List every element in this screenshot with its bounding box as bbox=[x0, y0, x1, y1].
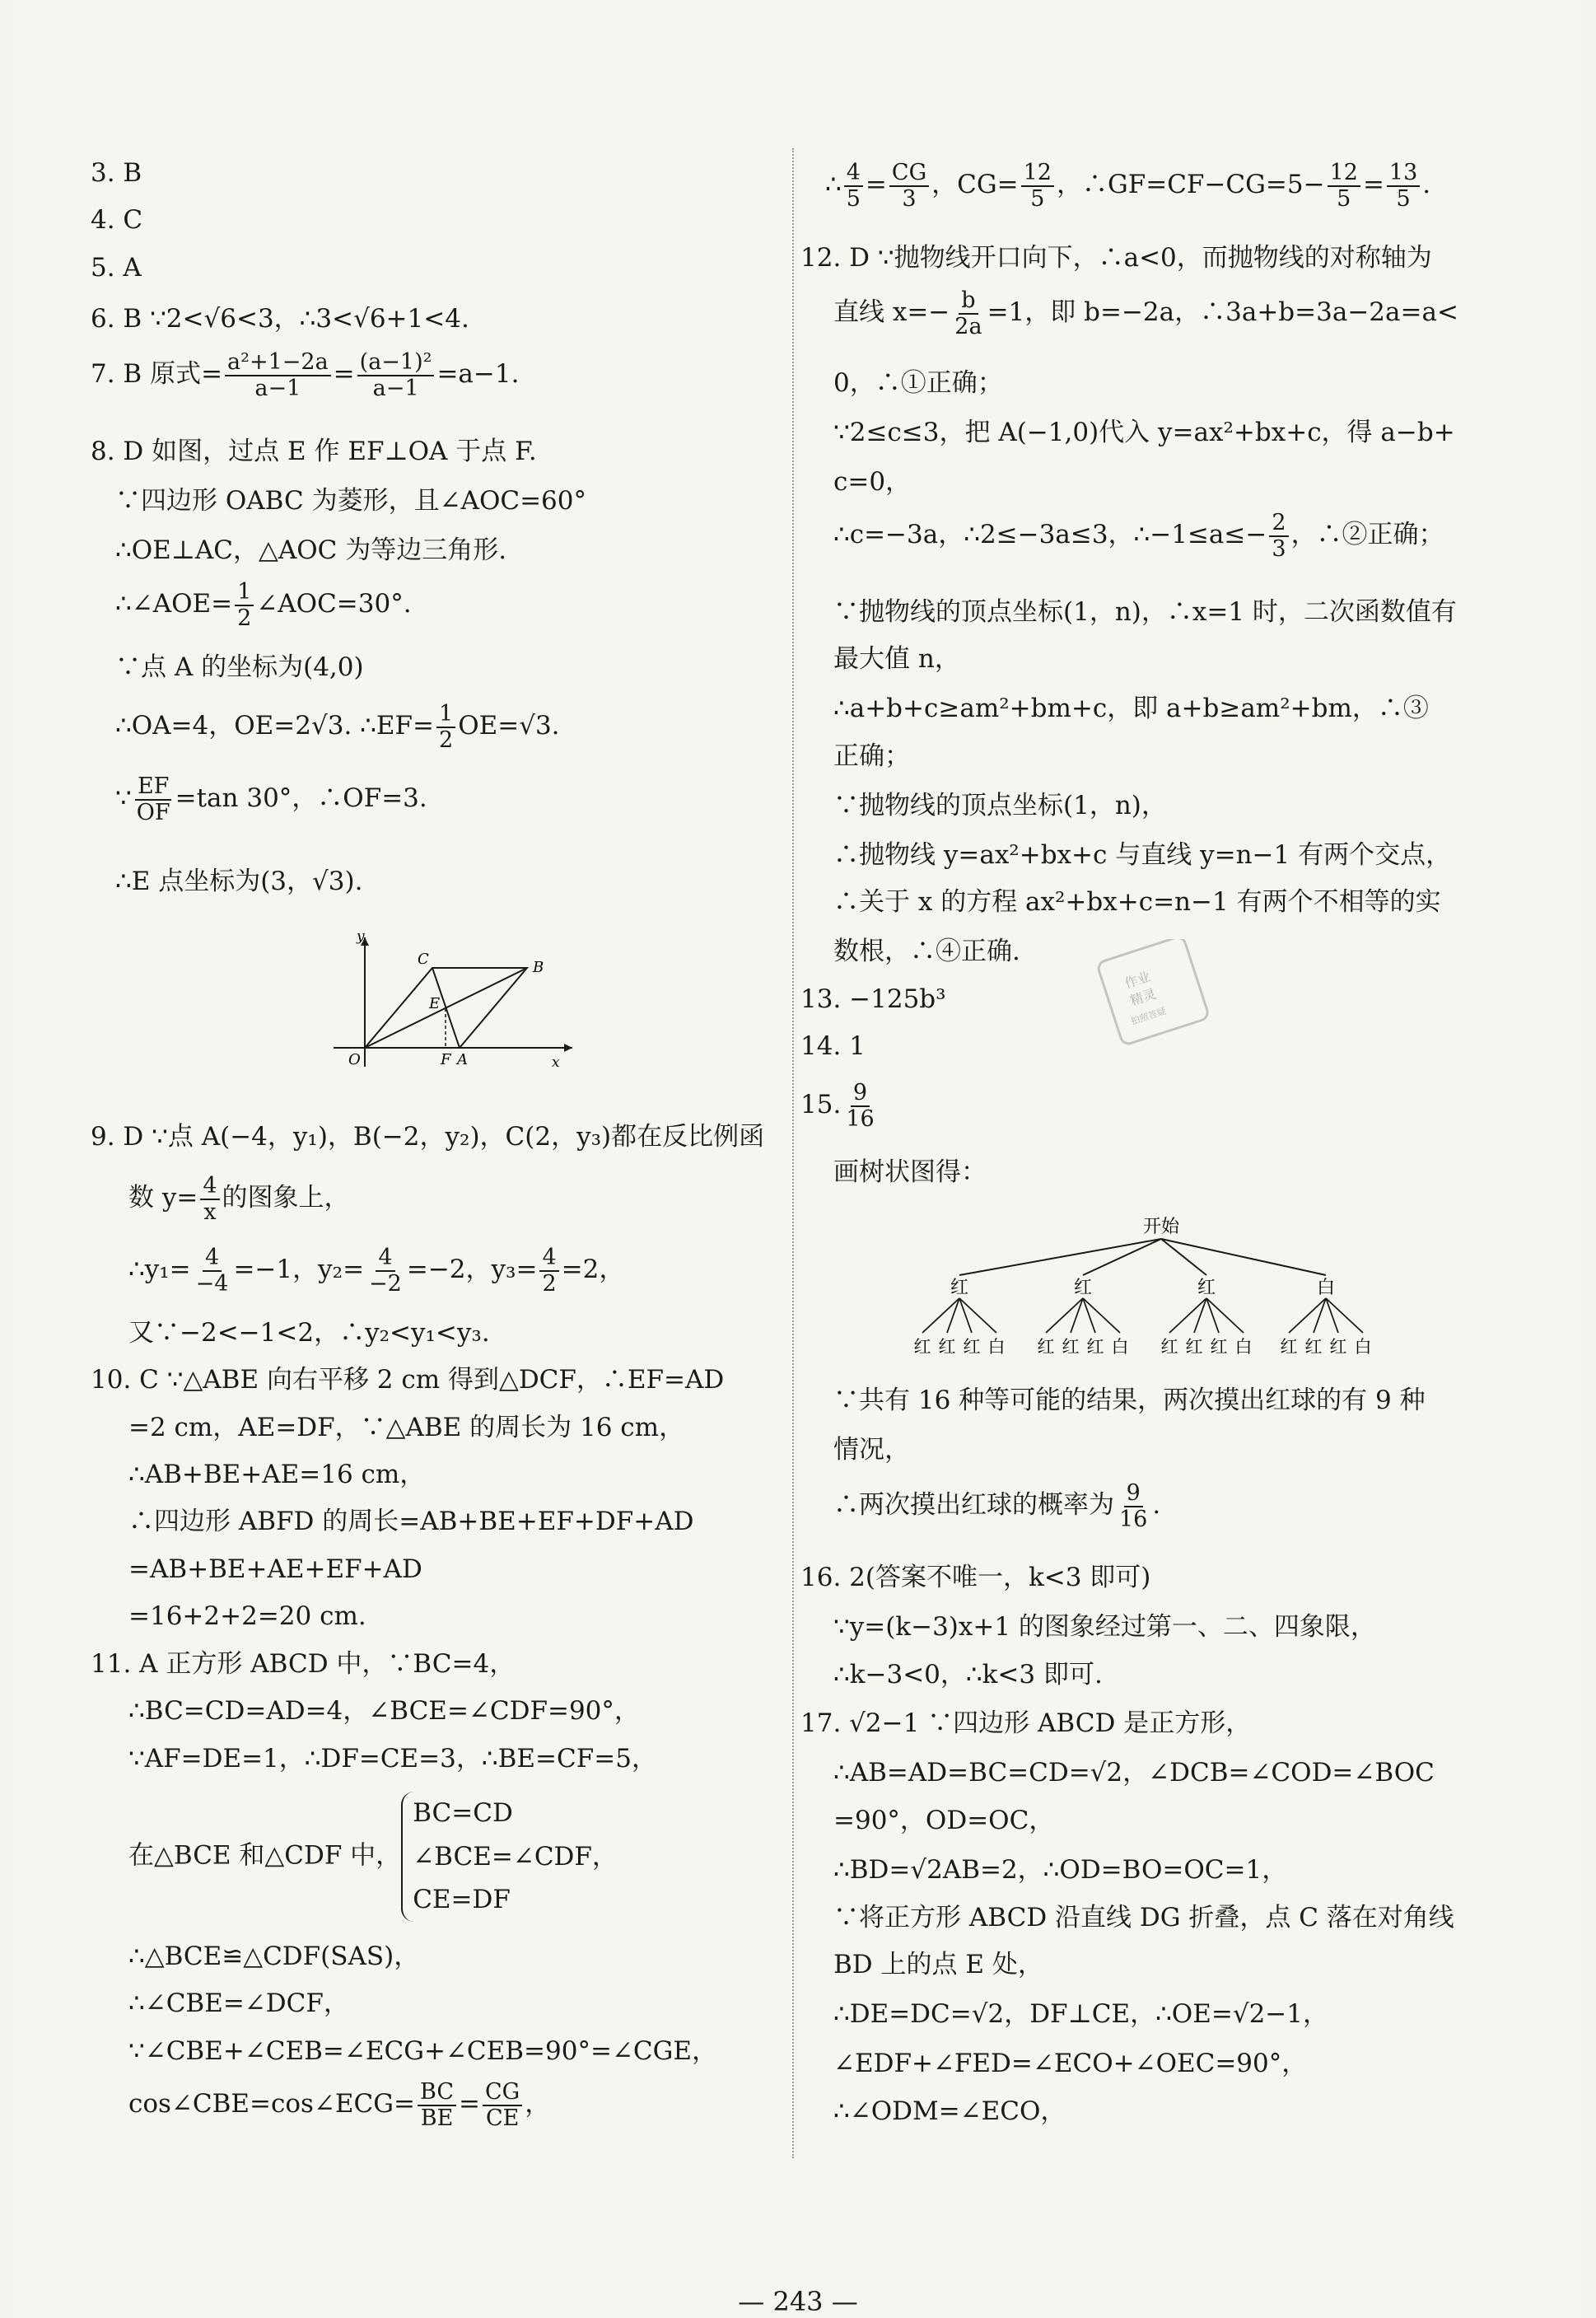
tree-root-label: 开始 bbox=[1142, 1217, 1180, 1237]
fraction bbox=[225, 350, 331, 400]
answer-8: 8. D 如图，过点 E 作 EF⊥OA 于点 F. bbox=[91, 437, 537, 466]
text-segment: =2， bbox=[561, 1255, 625, 1285]
fraction bbox=[1328, 161, 1360, 211]
denominator: OF bbox=[136, 799, 170, 825]
text-line bbox=[128, 1245, 624, 1296]
answer-11: 11. A 正方形 ABCD 中，∵BC=4， bbox=[91, 1649, 516, 1679]
label-y: y bbox=[357, 928, 365, 945]
watermark-stamp bbox=[1083, 939, 1223, 1046]
answer-7-tail: =a−1. bbox=[436, 359, 520, 390]
text-segment: 直线 x=− bbox=[833, 297, 950, 328]
tree-leaf: 白 bbox=[1111, 1337, 1129, 1357]
tree-leaf: 红 bbox=[963, 1337, 981, 1357]
stamp-text-2: 精灵 bbox=[1127, 985, 1159, 1009]
text-line: ∵y=(k−3)x+1 的图象经过第一、二、四象限， bbox=[833, 1612, 1376, 1642]
text-line: ∴抛物线 y=ax²+bx+c 与直线 y=n−1 有两个交点， bbox=[833, 840, 1452, 870]
text-line: 数根，∴④正确. bbox=[833, 937, 1020, 966]
numerator: 4 bbox=[844, 161, 863, 187]
numerator: 9 bbox=[1124, 1481, 1143, 1507]
answer-10: 10. C ∵△ABE 向右平移 2 cm 得到△DCF，∴EF=AD bbox=[91, 1365, 725, 1395]
text-line: ∴∠CBE=∠DCF， bbox=[128, 1989, 349, 2018]
numerator: b bbox=[959, 288, 978, 315]
tree-leaf: 红 bbox=[1329, 1337, 1347, 1357]
equation-system bbox=[401, 1792, 618, 1922]
numerator: 2 bbox=[1269, 511, 1288, 537]
label-a: A bbox=[457, 1051, 468, 1068]
tree-leaf: 红 bbox=[1210, 1337, 1228, 1357]
stamp-text-3: 拍照答疑 bbox=[1129, 1005, 1168, 1027]
denominator: 2 bbox=[237, 605, 252, 631]
denominator: 5 bbox=[1030, 185, 1045, 212]
numerator: (a−1)² bbox=[357, 350, 435, 376]
system-line: CE=DF bbox=[413, 1885, 511, 1915]
text-segment: =−2，y₃= bbox=[406, 1255, 538, 1285]
text-line: 画树状图得： bbox=[833, 1157, 987, 1187]
text-line: c=0， bbox=[833, 467, 912, 497]
fraction bbox=[1269, 511, 1288, 561]
answer-13: 13. −125b³ bbox=[800, 984, 946, 1014]
fraction bbox=[366, 1245, 404, 1296]
numerator: 12 bbox=[1021, 161, 1054, 187]
answer-9: 9. D ∵点 A(−4，y₁)，B(−2，y₂)，C(2，y₃)都在反比例函 bbox=[91, 1122, 765, 1152]
text-segment: =−1，y₂= bbox=[233, 1255, 365, 1285]
numerator: 4 bbox=[200, 1174, 219, 1200]
text-line bbox=[128, 1792, 618, 1922]
text-line: BD 上的点 E 处， bbox=[833, 1950, 1043, 1979]
tree-leaf: 红 bbox=[1086, 1337, 1104, 1357]
text-line: ∴AB+BE+AE=16 cm， bbox=[128, 1460, 426, 1489]
text-line: ∴△BCE≌△CDF(SAS)， bbox=[128, 1942, 420, 1971]
answer-12: 12. D ∵抛物线开口向下，∴a<0，而抛物线的对称轴为 bbox=[800, 243, 1432, 273]
text-segment: cos∠CBE=cos∠ECG= bbox=[128, 2089, 416, 2119]
text-line bbox=[833, 511, 1444, 561]
fraction bbox=[1021, 161, 1054, 211]
text-segment: =1，即 b=−2a，∴3a+b=3a−2a=a< bbox=[987, 297, 1458, 328]
tree-leaf: 白 bbox=[1234, 1337, 1253, 1357]
fraction bbox=[235, 580, 254, 630]
tree-branch-level1 bbox=[1083, 1239, 1161, 1275]
text-segment: ，CG= bbox=[931, 170, 1019, 200]
text-line bbox=[115, 580, 412, 630]
numerator: 1 bbox=[436, 702, 455, 728]
text-segment: ，∴②正确； bbox=[1290, 520, 1444, 550]
text-line bbox=[128, 1174, 350, 1224]
text-segment: OE=√3. bbox=[458, 711, 560, 741]
text-line: ∵将正方形 ABCD 沿直线 DG 折叠，点 C 落在对角线 bbox=[833, 1903, 1454, 1932]
text-line: =16+2+2=20 cm. bbox=[128, 1601, 366, 1631]
answer-3: 3. B bbox=[91, 158, 142, 188]
label-x: x bbox=[552, 1054, 560, 1071]
text-line: ∵2≤c≤3，把 A(−1,0)代入 y=ax²+bx+c，得 a−b+ bbox=[833, 418, 1455, 447]
text-line: ∴ $\frac{4}{5}$ = $\frac{CG}{3}$ ，CG= $\frac{12}{5}$ ，∴GF=CF−CG=5− $\frac{12}{5}$ = $\frac{13}{5}$ . bbox=[825, 160, 1431, 212]
denominator: a−1 bbox=[254, 375, 301, 401]
text-segment: ∴y₁= bbox=[128, 1255, 191, 1285]
answer-5: 5. A bbox=[91, 253, 142, 283]
because-symbol: ∵ bbox=[115, 783, 132, 814]
text-segment: 在△BCE 和△CDF 中， bbox=[128, 1840, 402, 1871]
tree-leaf: 红 bbox=[914, 1337, 931, 1357]
text-line bbox=[115, 702, 560, 752]
numerator: BC bbox=[418, 2080, 456, 2106]
text-line: 情况， bbox=[833, 1435, 910, 1465]
text-line: =AB+BE+AE+EF+AD bbox=[128, 1554, 422, 1584]
numerator: 4 bbox=[376, 1245, 394, 1272]
fraction bbox=[1387, 161, 1420, 211]
numerator: EF bbox=[135, 774, 171, 801]
fraction bbox=[1117, 1481, 1150, 1531]
answer-4: 4. C bbox=[91, 205, 143, 235]
text-line: =90°，OD=OC， bbox=[833, 1806, 1055, 1835]
numerator: 13 bbox=[1387, 161, 1420, 187]
fraction bbox=[194, 1245, 231, 1296]
numerator: CG bbox=[483, 2080, 522, 2106]
text-line: ∵AF=DE=1，∴DF=CE=3，∴BE=CF=5， bbox=[128, 1744, 657, 1774]
text-line: cos∠CBE=cos∠ECG= $\frac{BC}{BE}$ = $\frac{CG}{CE}$ ， bbox=[128, 2079, 551, 2131]
fraction bbox=[357, 350, 435, 400]
denominator: 16 bbox=[846, 1105, 875, 1132]
text-segment: =tan 30°，∴OF=3. bbox=[175, 783, 427, 814]
answer-15 bbox=[800, 1081, 880, 1131]
tree-branches bbox=[922, 1239, 1363, 1333]
denominator: x bbox=[203, 1199, 217, 1225]
tree-branch-level1 bbox=[959, 1239, 1161, 1275]
fraction bbox=[483, 2080, 522, 2130]
tree-branch-level1 bbox=[1161, 1239, 1326, 1275]
text-line: ∴关于 x 的方程 ax²+bx+c=n−1 有两个不相等的实 bbox=[833, 887, 1441, 917]
text-line bbox=[833, 288, 1458, 339]
label-f: F bbox=[441, 1051, 451, 1068]
numerator: 12 bbox=[1328, 161, 1360, 187]
tree-leaf: 红 bbox=[1304, 1337, 1323, 1357]
denominator: 2 bbox=[439, 727, 454, 753]
text-line bbox=[115, 774, 427, 825]
text-line: ∴两次摸出红球的概率为 $\frac{9}{16}$ . bbox=[833, 1480, 1161, 1532]
answer-6: 6. B ∵2<√6<3，∴3<√6+1<4. bbox=[91, 304, 469, 334]
tree-leaf: 红 bbox=[1160, 1337, 1178, 1357]
text-line: ∴k−3<0，∴k<3 即可. bbox=[833, 1660, 1103, 1689]
fraction bbox=[134, 774, 173, 825]
tree-leaf: 红 bbox=[1062, 1337, 1080, 1357]
text-segment: ∴两次摸出红球的概率为 bbox=[833, 1490, 1114, 1521]
numerator: CG bbox=[889, 161, 929, 187]
tree-leaf: 红 bbox=[938, 1337, 956, 1357]
tree-leaf: 红 bbox=[1280, 1337, 1298, 1357]
tree-leaf: 白 bbox=[987, 1337, 1006, 1357]
text-line: ∴∠ODM=∠ECO， bbox=[833, 2096, 1066, 2126]
fraction bbox=[200, 1174, 219, 1224]
answer-7: 7. B 原式= $\frac{\text{a²+1−2a}}{a-1}$ = $\frac{\text{(a−1)²}}{a-1}$ =a−1. bbox=[91, 349, 520, 401]
denominator: 2 bbox=[542, 1270, 557, 1297]
tree-diagram bbox=[914, 1211, 1408, 1367]
text-line: ∵抛物线的顶点坐标(1，n)，∴x=1 时，二次函数值有 bbox=[833, 597, 1457, 627]
stamp-text-1: 作业 bbox=[1122, 968, 1153, 992]
tree-node-level1: 白 bbox=[1316, 1278, 1336, 1298]
fraction bbox=[844, 161, 863, 211]
denominator: BE bbox=[420, 2105, 454, 2131]
answer-14: 14. 1 bbox=[800, 1031, 866, 1061]
denominator: −2 bbox=[369, 1270, 402, 1297]
text-line: ∵∠CBE+∠CEB=∠ECG+∠CEB=90°=∠CGE， bbox=[128, 2036, 718, 2066]
numerator: 4 bbox=[203, 1245, 222, 1272]
tree-leaf: 白 bbox=[1354, 1337, 1372, 1357]
numerator: a²+1−2a bbox=[225, 350, 331, 376]
tree-leaf: 红 bbox=[1185, 1337, 1203, 1357]
text-line: 0，∴①正确； bbox=[833, 368, 1003, 398]
label-c: C bbox=[418, 951, 429, 968]
system-line: BC=CD bbox=[413, 1798, 513, 1828]
text-line: ∠EDF+∠FED=∠ECO+∠OEC=90°， bbox=[833, 2049, 1308, 2078]
denominator: 16 bbox=[1119, 1506, 1148, 1532]
answer-7-lead: 7. B 原式= bbox=[91, 359, 223, 390]
text-segment: 的图象上， bbox=[222, 1183, 350, 1213]
text-segment: ，∴GF=CF−CG=5− bbox=[1056, 170, 1325, 200]
text-line: ∴BD=√2AB=2，∴OD=BO=OC=1， bbox=[833, 1855, 1288, 1885]
text-segment: ∴ bbox=[825, 170, 842, 200]
text-segment: ∴∠AOE= bbox=[115, 589, 233, 619]
column-divider bbox=[792, 148, 794, 2158]
fraction bbox=[436, 702, 455, 752]
label-e: E bbox=[429, 995, 441, 1012]
text-line: ∴四边形 ABFD 的周长=AB+BE+EF+DF+AD bbox=[128, 1507, 694, 1536]
text-line: ∴AB=AD=BC=CD=√2，∠DCB=∠COD=∠BOC bbox=[833, 1758, 1435, 1788]
answer-17: 17. √2−1 ∵四边形 ABCD 是正方形， bbox=[800, 1708, 1252, 1738]
text-line: ∵抛物线的顶点坐标(1，n)， bbox=[833, 791, 1167, 820]
numerator: 4 bbox=[539, 1245, 558, 1272]
page-number: — 243 — bbox=[738, 2286, 858, 2317]
tree-node-level1: 红 bbox=[950, 1278, 969, 1298]
text-segment: ， bbox=[525, 2089, 551, 2119]
text-line: ∴OE⊥AC，△AOC 为等边三角形. bbox=[115, 535, 507, 565]
tree-node-level1: 红 bbox=[1073, 1278, 1093, 1298]
fraction bbox=[843, 1081, 876, 1131]
rhombus-figure bbox=[325, 923, 581, 1079]
text-segment: ∠AOC=30°. bbox=[256, 589, 412, 619]
answer-16: 16. 2(答案不唯一，k<3 即可) bbox=[800, 1563, 1151, 1592]
text-line: ∴BC=CD=AD=4，∠BCE=∠CDF=90°， bbox=[128, 1696, 640, 1726]
text-line: ∵点 A 的坐标为(4,0) bbox=[115, 652, 364, 682]
denominator: 3 bbox=[902, 185, 917, 212]
text-line: ∵四边形 OABC 为菱形，且∠AOC=60° bbox=[115, 486, 587, 516]
text-segment: ∴c=−3a，∴2≤−3a≤3，∴−1≤a≤− bbox=[833, 520, 1267, 550]
denominator: 5 bbox=[1337, 185, 1351, 212]
text-line: ∴a+b+c≥am²+bm+c，即 a+b≥am²+bm，∴③ bbox=[833, 694, 1429, 723]
text-segment: 15. bbox=[800, 1090, 842, 1120]
denominator: 3 bbox=[1272, 535, 1286, 562]
text-line: =2 cm，AE=DF，∵△ABE 的周长为 16 cm， bbox=[128, 1413, 685, 1442]
denominator: CE bbox=[485, 2105, 520, 2131]
text-line: 最大值 n， bbox=[833, 644, 960, 674]
tree-node-level1: 红 bbox=[1197, 1278, 1216, 1298]
fraction bbox=[952, 288, 984, 339]
text-line: 正确； bbox=[833, 741, 910, 771]
text-line: 又∵−2<−1<2，∴y₂<y₁<y₃. bbox=[128, 1318, 490, 1348]
denominator: 5 bbox=[1396, 185, 1411, 212]
denominator: −4 bbox=[195, 1270, 229, 1297]
numerator: 1 bbox=[235, 580, 254, 606]
tree-leaf: 红 bbox=[1037, 1337, 1055, 1357]
fraction bbox=[889, 161, 929, 211]
numerator: 9 bbox=[851, 1081, 870, 1107]
label-o: O bbox=[348, 1051, 361, 1068]
fraction bbox=[539, 1245, 558, 1296]
denominator: a−1 bbox=[372, 375, 419, 401]
label-b: B bbox=[533, 959, 544, 976]
system-line: ∠BCE=∠CDF， bbox=[413, 1841, 618, 1872]
denominator: 5 bbox=[846, 185, 861, 212]
text-line: ∴E 点坐标为(3，√3). bbox=[115, 867, 363, 896]
text-segment: ∴OA=4，OE=2√3. ∴EF= bbox=[115, 711, 434, 741]
text-line: ∴DE=DC=√2，DF⊥CE，∴OE=√2−1， bbox=[833, 1999, 1328, 2029]
text-line: ∵共有 16 种等可能的结果，两次摸出红球的有 9 种 bbox=[833, 1386, 1426, 1415]
tree-labels bbox=[914, 1278, 1372, 1357]
x-axis-arrow bbox=[564, 1044, 572, 1052]
denominator: 2a bbox=[954, 313, 982, 339]
fraction bbox=[418, 2080, 456, 2130]
text-segment: 数 y= bbox=[128, 1183, 198, 1213]
